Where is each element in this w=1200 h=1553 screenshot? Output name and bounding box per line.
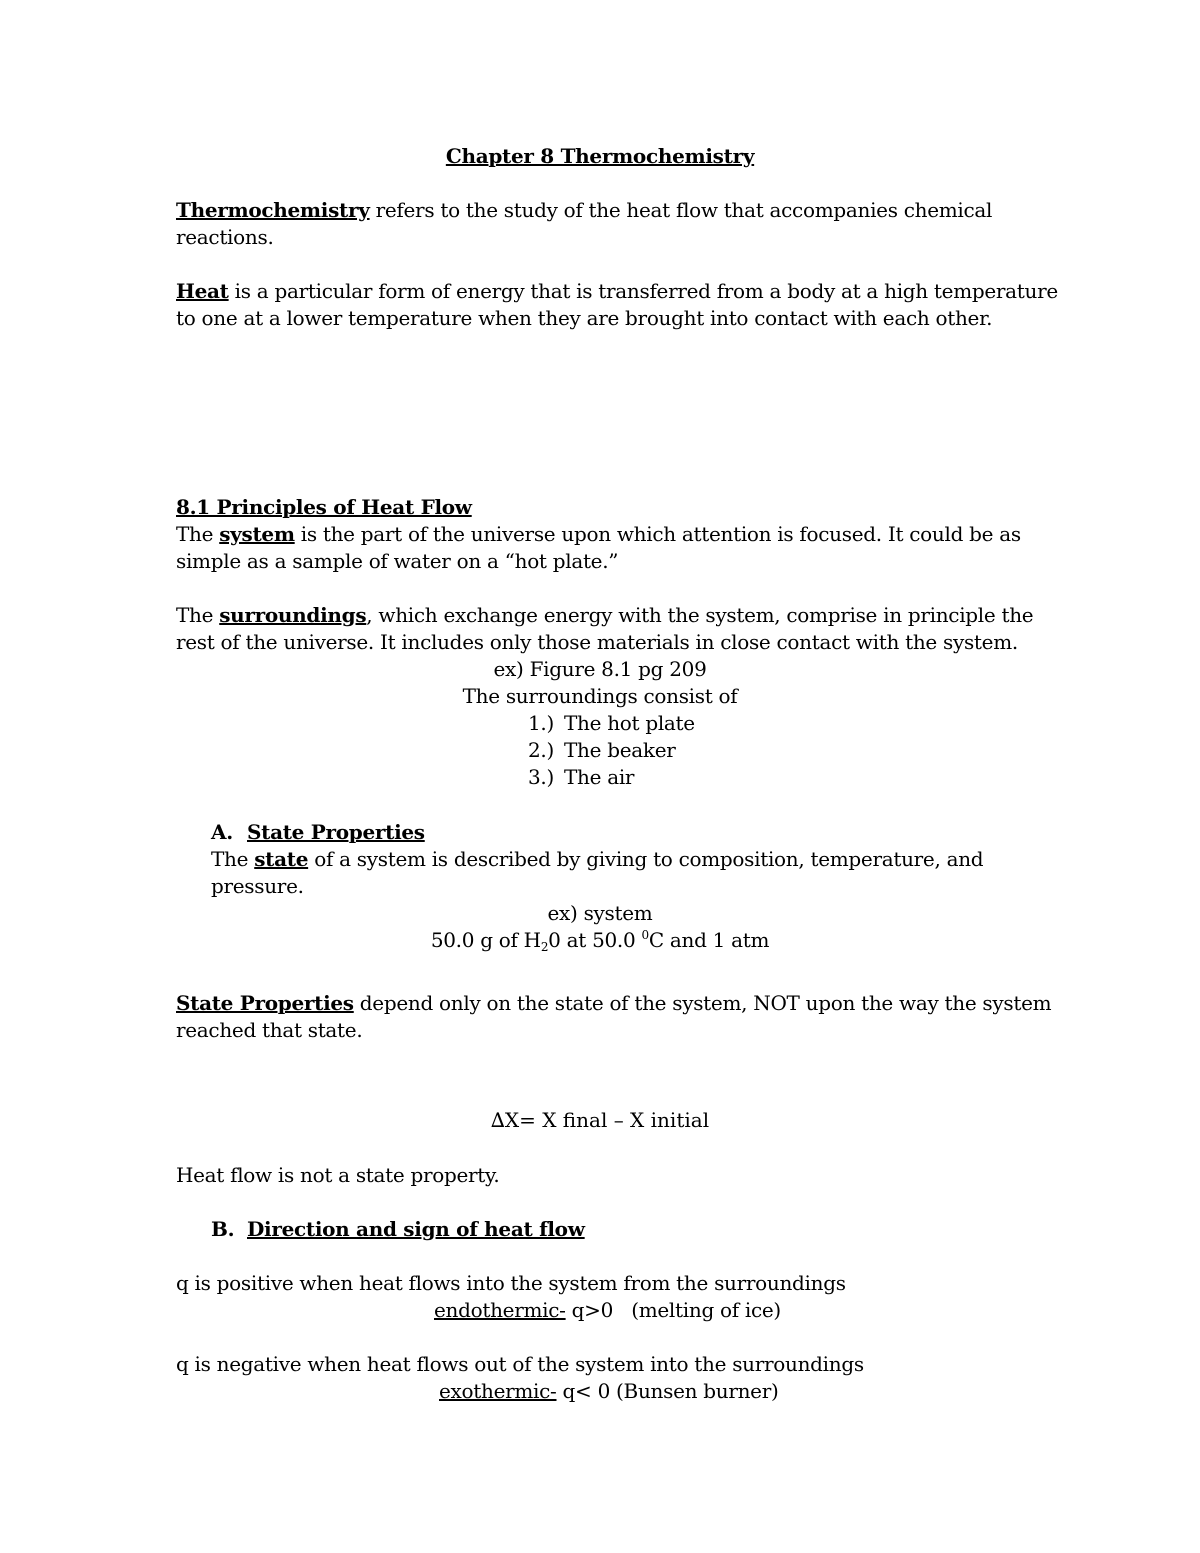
state-properties-definition-line-1 bbox=[176, 990, 1051, 1017]
list-item-text: The air bbox=[564, 765, 635, 789]
heat-definition-line-2: to one at a lower temperature when they are brought into contact with each other. bbox=[176, 306, 993, 330]
surroundings-list-item bbox=[528, 710, 695, 737]
heat-definition-text: is a particular form of energy that is transferred from a body at a high temperature bbox=[228, 279, 1058, 303]
endothermic-rest: q>0 (melting of ice) bbox=[565, 1298, 781, 1322]
heat-definition-line-1 bbox=[176, 278, 1058, 305]
thermochemistry-definition-text: refers to the study of the heat flow that accompanies chemical bbox=[369, 198, 993, 222]
degree-superscript: 0 bbox=[641, 928, 649, 942]
example-system-value bbox=[0, 927, 1200, 954]
list-item-number: 1.) bbox=[528, 711, 554, 735]
subscript: 2 bbox=[540, 940, 549, 954]
surroundings-definition-line-1 bbox=[176, 602, 1033, 629]
state-term: state bbox=[254, 847, 309, 871]
surroundings-pre: The bbox=[176, 603, 220, 627]
q-positive-statement: q is positive when heat flows into the system from the surroundings bbox=[176, 1271, 846, 1295]
surroundings-definition-line-2: rest of the universe. It includes only those materials in close contact with the system. bbox=[176, 630, 1018, 654]
system-definition-text: is the part of the universe upon which attention is focused. It could be as bbox=[294, 522, 1021, 546]
list-item-number: 2.) bbox=[528, 738, 554, 762]
state-definition-text: of a system is described by giving to composition, temperature, and bbox=[308, 847, 984, 871]
delta-equation: ∆X= X final – X initial bbox=[490, 1108, 710, 1132]
document-title bbox=[0, 143, 1200, 170]
title-text: Chapter 8 Thermochemistry bbox=[445, 144, 755, 168]
list-item-text: The beaker bbox=[564, 738, 676, 762]
endothermic-line bbox=[434, 1297, 781, 1324]
state-properties-term: State Properties bbox=[176, 991, 354, 1015]
q-negative-statement: q is negative when heat flows out of the system into the surroundings bbox=[176, 1352, 864, 1376]
thermochemistry-definition-line-2: reactions. bbox=[176, 225, 274, 249]
system-definition-line-2: simple as a sample of water on a “hot plate.” bbox=[176, 549, 619, 573]
example-system-label: ex) system bbox=[547, 901, 653, 925]
surroundings-list-item bbox=[528, 764, 634, 791]
section-a-letter: A. bbox=[211, 820, 233, 844]
example-text-c: C and 1 atm bbox=[648, 928, 770, 952]
heat-term: Heat bbox=[176, 279, 229, 303]
example-figure-ref: ex) Figure 8.1 pg 209 bbox=[493, 657, 707, 681]
state-properties-definition-line-2: reached that state. bbox=[176, 1018, 363, 1042]
state-definition-line-1 bbox=[211, 846, 983, 873]
system-term: system bbox=[219, 522, 295, 546]
surroundings-definition-text: , which exchange energy with the system, comprise in principle the bbox=[366, 603, 1034, 627]
system-pre: The bbox=[176, 522, 220, 546]
list-item-number: 3.) bbox=[528, 765, 554, 789]
state-properties-definition-text: depend only on the state of the system, NOT upon the way the system bbox=[353, 991, 1052, 1015]
surroundings-list-item bbox=[528, 737, 676, 764]
example-text-b: 0 at 50.0 bbox=[548, 928, 642, 952]
surroundings-term: surroundings bbox=[219, 603, 367, 627]
list-item-text: The hot plate bbox=[564, 711, 695, 735]
endothermic-term: endothermic- bbox=[434, 1298, 566, 1322]
thermochemistry-term: Thermochemistry bbox=[176, 198, 370, 222]
section-b-heading bbox=[211, 1216, 585, 1243]
section-b-letter: B. bbox=[211, 1217, 235, 1241]
section-b-title: Direction and sign of heat flow bbox=[247, 1217, 585, 1241]
example-text-a: 50.0 g of H bbox=[430, 928, 541, 952]
section-a-title: State Properties bbox=[247, 820, 425, 844]
exothermic-rest: q< 0 (Bunsen burner) bbox=[556, 1379, 779, 1403]
section-8-1-heading: 8.1 Principles of Heat Flow bbox=[176, 495, 472, 519]
exothermic-term: exothermic- bbox=[439, 1379, 557, 1403]
surroundings-consist-of: The surroundings consist of bbox=[462, 684, 738, 708]
state-definition-line-2: pressure. bbox=[211, 874, 304, 898]
system-definition-line-1 bbox=[176, 521, 1021, 548]
section-a-heading bbox=[211, 819, 425, 846]
exothermic-line bbox=[439, 1378, 778, 1405]
heat-not-state-property: Heat flow is not a state property. bbox=[176, 1163, 500, 1187]
thermochemistry-definition-line-1 bbox=[176, 197, 992, 224]
state-pre: The bbox=[211, 847, 255, 871]
